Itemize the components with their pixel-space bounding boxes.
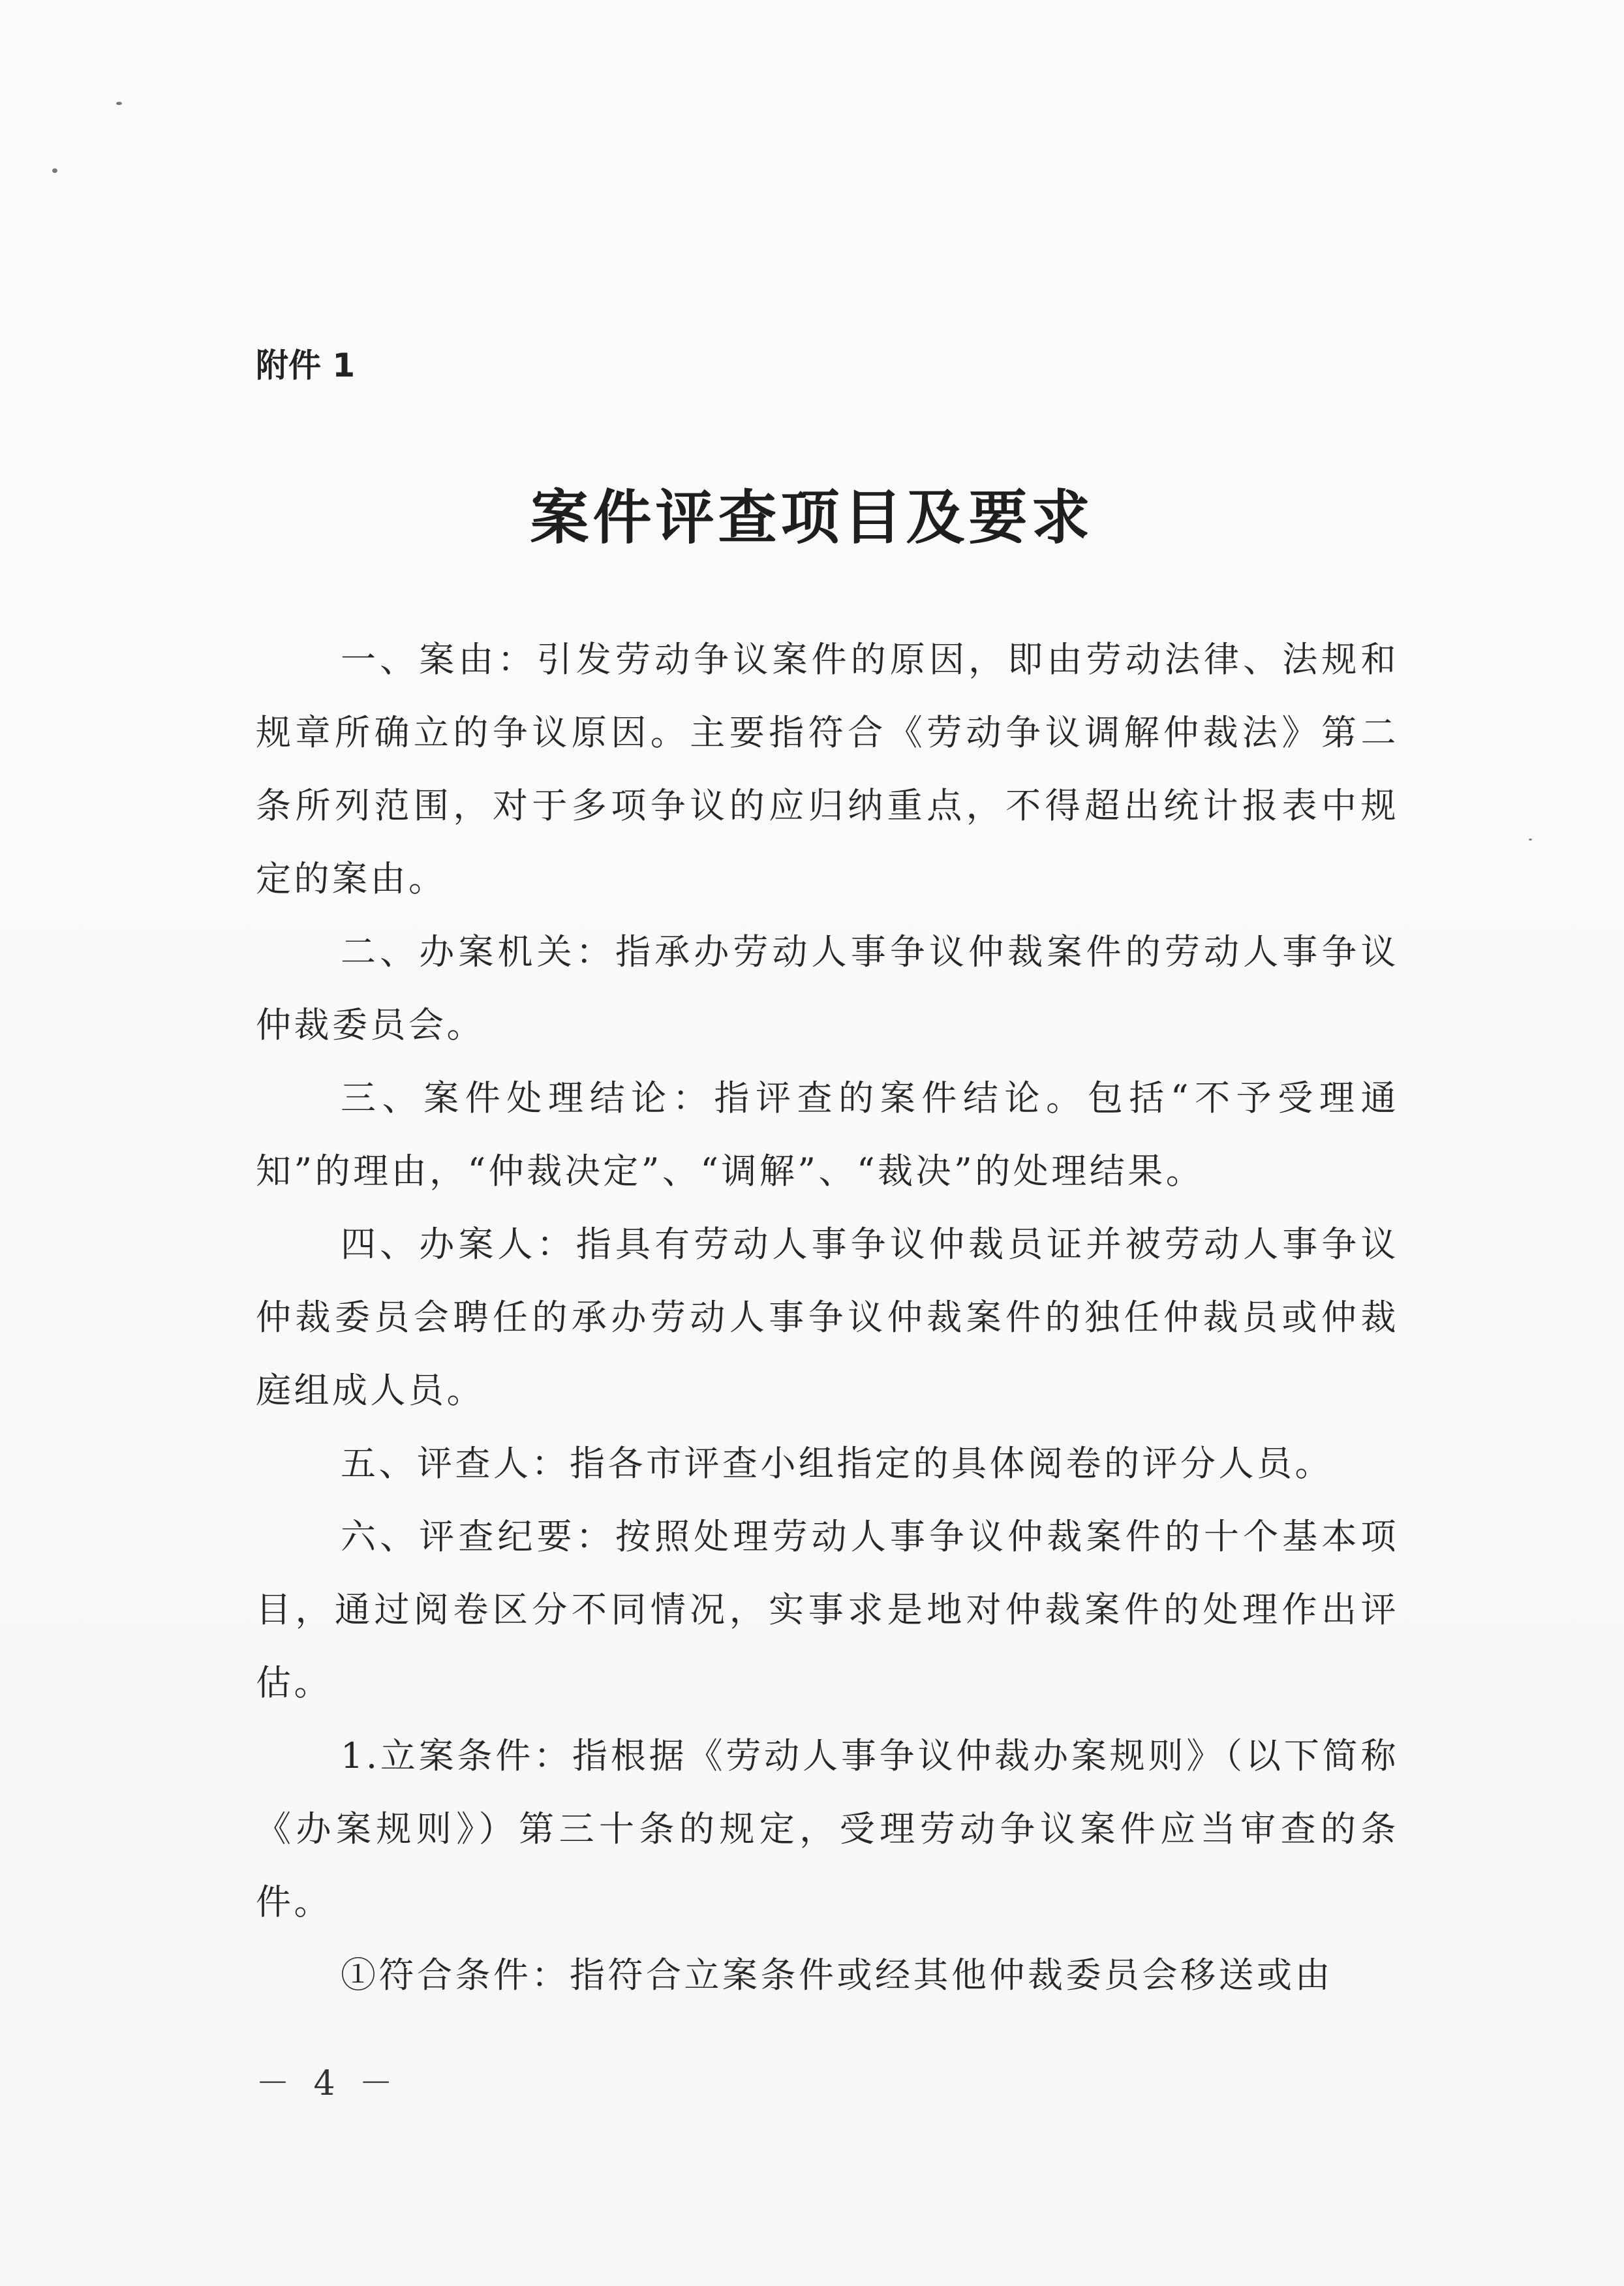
document-title: 案件评查项目及要求 bbox=[530, 483, 1094, 552]
paragraph: 1.立案条件：指根据《劳动人事争议仲裁办案规则》（以下简称《办案规则》）第三十条的规定，受理劳动争议案件应当审查的条件。 bbox=[256, 1735, 1399, 1923]
paragraph: 三、案件处理结论：指评查的案件结论。包括“不予受理通知”的理由，“仲裁决定”、“调解”、“裁决”的处理结果。 bbox=[256, 1077, 1399, 1192]
scan-speck bbox=[52, 168, 57, 173]
paragraph: 二、办案机关：指承办劳动人事争议仲裁案件的劳动人事争议仲裁委员会。 bbox=[256, 931, 1399, 1045]
paragraph: 六、评查纪要：按照处理劳动人事争议仲裁案件的十个基本项目，通过阅卷区分不同情况，实事求是地对仲裁案件的处理作出评估。 bbox=[256, 1516, 1399, 1703]
attachment-label: 附件 1 bbox=[256, 347, 356, 384]
page-number: － 4 － bbox=[256, 2064, 400, 2103]
paragraph: ①符合条件：指符合立案条件或经其他仲裁委员会移送或由 bbox=[341, 1954, 1333, 1996]
document-body bbox=[256, 623, 1399, 2012]
paragraph: 一、案由：引发劳动争议案件的原因，即由劳动法律、法规和规章所确立的争议原因。主要指符合《劳动争议调解仲裁法》第二条所列范围，对于多项争议的应归纳重点，不得超出统计报表中规定的案由。 bbox=[256, 639, 1399, 899]
paragraph: 四、办案人：指具有劳动人事争议仲裁员证并被劳动人事争议仲裁委员会聘任的承办劳动人事争议仲裁案件的独任仲裁员或仲裁庭组成人员。 bbox=[256, 1224, 1399, 1411]
scan-speck bbox=[1529, 839, 1532, 841]
scan-speck bbox=[116, 102, 122, 105]
paragraph: 五、评查人：指各市评查小组指定的具体阅卷的评分人员。 bbox=[341, 1443, 1333, 1484]
